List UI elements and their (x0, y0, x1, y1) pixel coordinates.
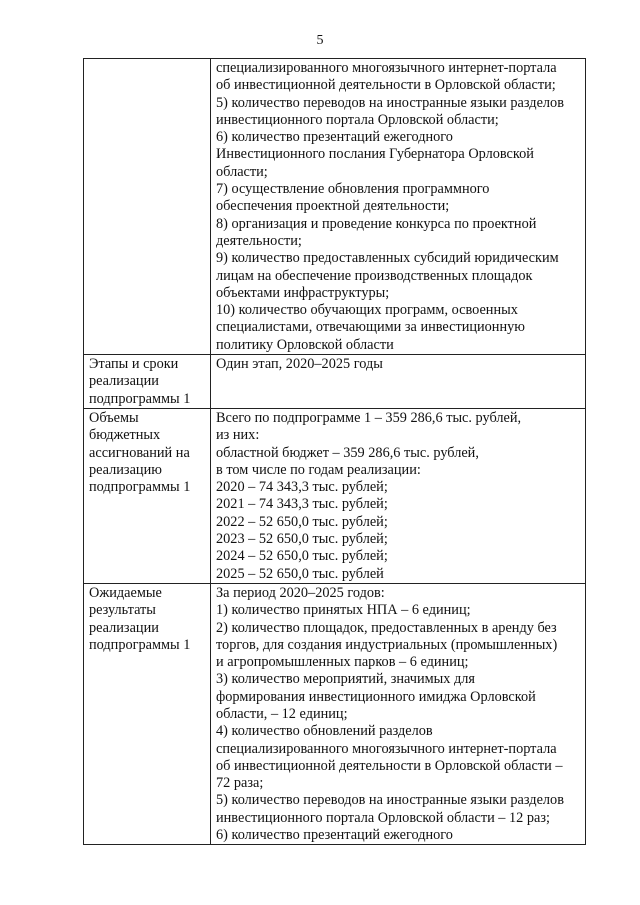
row-content-line: из них: (216, 427, 260, 444)
row-label-line: реализации (89, 373, 159, 390)
row-content-line: обеспечения проектной деятельности; (216, 198, 450, 215)
row-content-line: За период 2020–2025 годов: (216, 584, 385, 601)
row-content-line: инвестиционного портала Орловской области; (216, 111, 499, 128)
row-label-line: ассигнований на (89, 444, 190, 461)
row-label-line: Ожидаемые (89, 584, 162, 601)
row-content-line: 2021 – 74 343,3 тыс. рублей; (216, 496, 388, 513)
row-label-cell (84, 355, 211, 409)
row-content-line: политику Орловской области (216, 336, 394, 353)
row-content-line: 2022 – 52 650,0 тыс. рублей; (216, 513, 388, 530)
row-content-line: Инвестиционного послания Губернатора Орловской (216, 146, 534, 163)
row-content-line: Один этап, 2020–2025 годы (216, 356, 383, 373)
row-label-line: результаты (89, 602, 156, 619)
row-content-line: 4) количество обновлений разделов (216, 723, 433, 740)
row-content-line: 2) количество площадок, предоставленных в аренду без (216, 619, 557, 636)
row-content-line: специалистами, отвечающими за инвестиционную (216, 319, 525, 336)
row-content-line: объектами инфраструктуры; (216, 284, 390, 301)
row-content-line: об инвестиционной деятельности в Орловской области; (216, 77, 556, 94)
row-content-line: 2024 – 52 650,0 тыс. рублей; (216, 548, 388, 565)
row-content-line: 9) количество предоставленных субсидий юридическим (216, 250, 559, 267)
row-content-cell (211, 355, 586, 409)
row-label-line: Этапы и сроки (89, 356, 179, 373)
row-content-line: 72 раза; (216, 775, 264, 792)
row-content-line: специализированного многоязычного интернет-портала (216, 60, 557, 76)
row-label-line: Объемы (89, 409, 139, 426)
row-content-line: об инвестиционной деятельности в Орловской области – (216, 757, 563, 774)
row-content-line: 8) организация и проведение конкурса по проектной (216, 215, 537, 232)
row-content-line: 2023 – 52 650,0 тыс. рублей; (216, 531, 388, 548)
row-label-line: подпрограммы 1 (89, 479, 191, 496)
row-label-line: реализацию (89, 461, 162, 478)
table-row (84, 583, 586, 844)
row-content-cell (211, 59, 586, 355)
table-row (84, 59, 586, 355)
row-content-line: Всего по подпрограмме 1 – 359 286,6 тыс. рублей, (216, 409, 522, 426)
row-content-line: области, – 12 единиц; (216, 705, 348, 722)
row-label-cell (84, 59, 211, 355)
subprogram-passport-table (83, 58, 586, 845)
row-content-line: 5) количество переводов на иностранные языки разделов (216, 94, 564, 111)
row-content-line: 6) количество презентаций ежегодного (216, 129, 453, 146)
row-content-line: деятельности; (216, 232, 302, 249)
row-content-line: в том числе по годам реализации: (216, 461, 421, 478)
row-content-line: инвестиционного портала Орловской области – 12 раз; (216, 809, 551, 826)
row-content-line: специализированного многоязычного интернет-портала (216, 740, 557, 757)
row-content-line: 5) количество переводов на иностранные языки разделов (216, 792, 564, 809)
table-row (84, 355, 586, 409)
row-content-line: 2020 – 74 343,3 тыс. рублей; (216, 479, 388, 496)
row-label-line: подпрограммы 1 (89, 390, 191, 407)
row-content-cell (211, 583, 586, 844)
row-content-line: 7) осуществление обновления программного (216, 181, 490, 198)
page-number: 5 (316, 33, 324, 48)
row-content-line: 2025 – 52 650,0 тыс. рублей (216, 565, 384, 582)
row-content-cell (211, 408, 586, 583)
row-content-line: 1) количество принятых НПА – 6 единиц; (216, 602, 471, 619)
row-content-line: 6) количество презентаций ежегодного (216, 827, 453, 844)
row-content-line: и агропромышленных парков – 6 единиц; (216, 654, 469, 671)
row-content-line: лицам на обеспечение производственных площадок (216, 267, 533, 284)
row-label-line: реализации (89, 619, 159, 636)
row-content-line: торгов, для создания индустриальных (промышленных) (216, 636, 558, 653)
row-label-line: бюджетных (89, 427, 161, 444)
table-row (84, 408, 586, 583)
row-content-line: формирования инвестиционного имиджа Орловской (216, 688, 536, 705)
row-content-line: области; (216, 163, 268, 180)
row-label-cell (84, 583, 211, 844)
row-label-line: подпрограммы 1 (89, 636, 191, 653)
row-label-cell (84, 408, 211, 583)
row-content-line: 3) количество мероприятий, значимых для (216, 671, 475, 688)
row-content-line: 10) количество обучающих программ, освоенных (216, 302, 518, 319)
row-content-line: областной бюджет – 359 286,6 тыс. рублей, (216, 444, 479, 461)
